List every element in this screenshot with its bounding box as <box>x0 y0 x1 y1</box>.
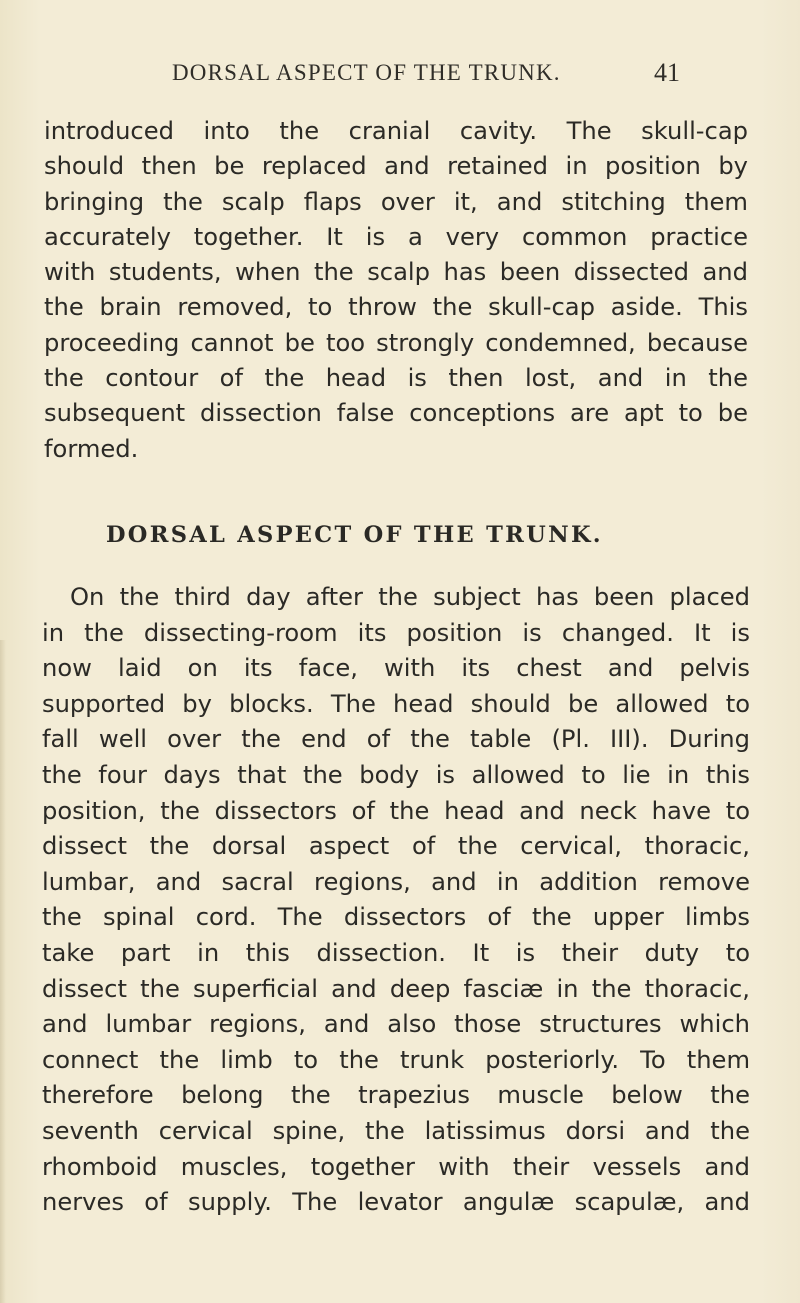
text-line: dissect the dorsal aspect of the cervical, thoracic, <box>42 832 750 861</box>
text-line: introduced into the cranial cavity. The skull-cap <box>44 117 748 145</box>
text-line: accurately together. It is a very common practice <box>44 222 748 251</box>
text-line: connect the limb to the trunk posteriorly. To them <box>42 1045 750 1074</box>
text-line: now laid on its face, with its chest and pelvis <box>42 654 750 683</box>
text-line: nerves of supply. The levator angulæ scapulæ, and <box>42 1188 750 1217</box>
text-line: with students, when the scalp has been dissected and <box>44 258 748 287</box>
text-line: and lumbar regions, and also those structures which <box>42 1010 750 1039</box>
text-line: dissect the superficial and deep fasciæ in the thoracic, <box>42 974 750 1003</box>
text-line: supported by blocks. The head should be allowed to <box>42 689 750 718</box>
paragraph-skull-cap <box>44 114 748 467</box>
text-line: lumbar, and sacral regions, and in addition remove <box>42 867 750 896</box>
text-line: On the third day after the subject has been placed <box>70 583 750 611</box>
page-edge-shadow <box>0 640 6 1303</box>
running-header: DORSAL ASPECT OF THE TRUNK. <box>172 60 561 85</box>
text-line: the four days that the body is allowed to lie in this <box>42 760 750 789</box>
text-line: the brain removed, to throw the skull-cap aside. This <box>44 293 748 322</box>
text-line: take part in this dissection. It is their duty to <box>42 938 750 967</box>
text-line: therefore belong the trapezius muscle below the <box>42 1081 750 1110</box>
text-line: seventh cervical spine, the latissimus dorsi and the <box>42 1116 750 1145</box>
text-line: bringing the scalp flaps over it, and stitching them <box>44 187 748 216</box>
text-line: subsequent dissection false conceptions are apt to be <box>44 399 748 428</box>
page-number: 41 <box>654 58 680 87</box>
section-heading: DORSAL ASPECT OF THE TRUNK. <box>106 522 603 548</box>
text-line: fall well over the end of the table (Pl. III). During <box>42 725 750 754</box>
text-line: the spinal cord. The dissectors of the upper limbs <box>42 903 750 932</box>
text-line: should then be replaced and retained in position by <box>44 152 748 181</box>
text-line: rhomboid muscles, together with their vessels and <box>42 1152 750 1181</box>
paragraph-third-day <box>42 580 750 1221</box>
text-line: in the dissecting-room its position is changed. It is <box>42 618 750 647</box>
text-line: proceeding cannot be too strongly condemned, because <box>44 328 748 357</box>
text-line: position, the dissectors of the head and neck have to <box>42 796 750 825</box>
text-line: formed. <box>44 434 139 463</box>
text-line: the contour of the head is then lost, and in the <box>44 364 748 393</box>
